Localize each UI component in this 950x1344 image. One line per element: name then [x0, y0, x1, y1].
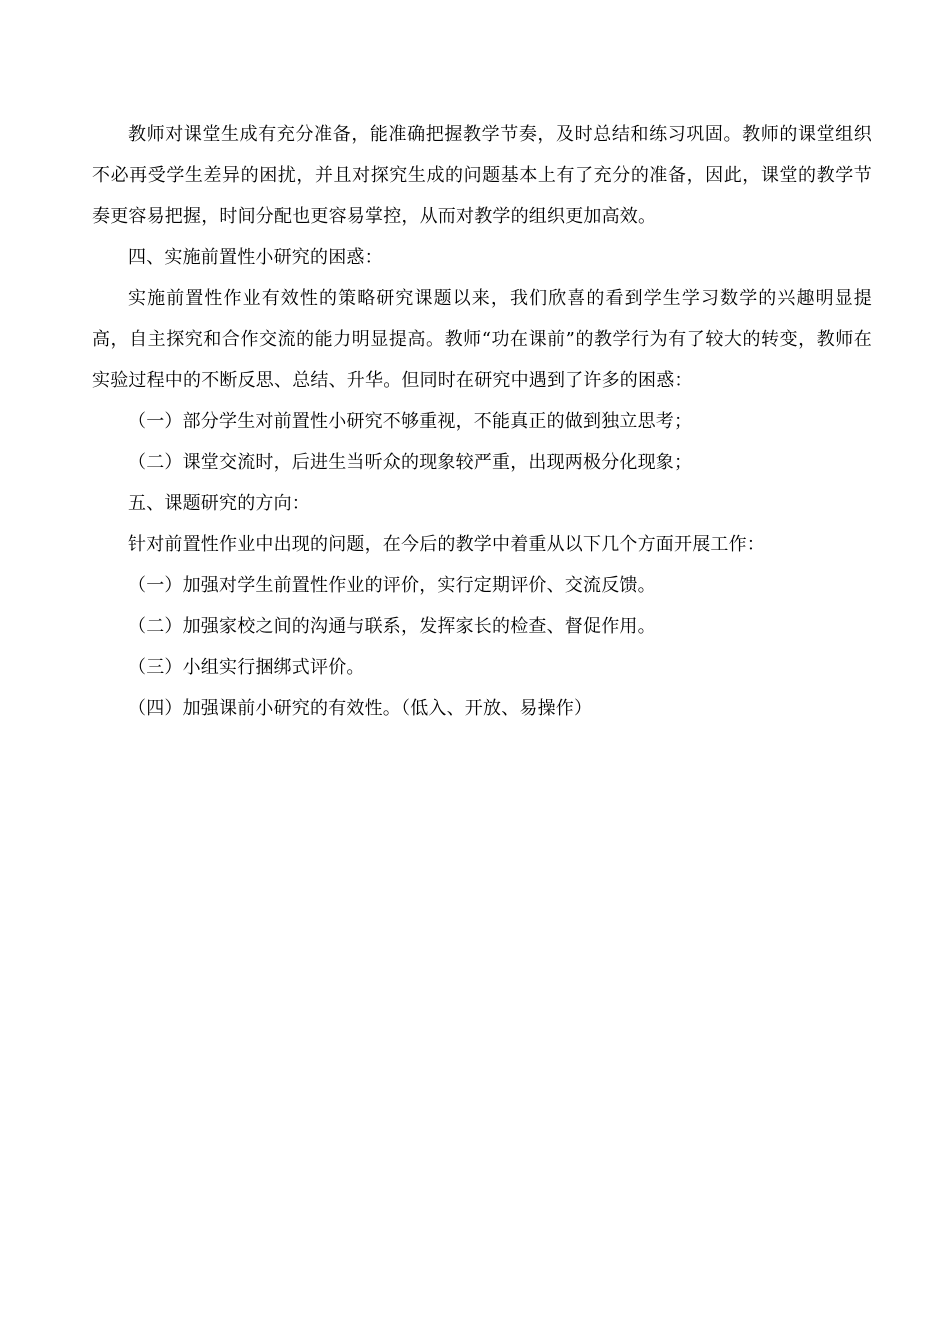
paragraph-teacher-preparation: 教师对课堂生成有充分准备，能准确把握教学节奏，及时总结和练习巩固。教师的课堂组织不必再受学生差异的困扰，并且对探究生成的问题基本上有了充分的准备，因此，课堂的教学节奏更容易把握，时间分配也更容易掌控，从而对教学的组织更加高效。 — [92, 124, 872, 227]
list-item-direction-3: （三）小组实行捆绑式评价。 — [128, 657, 365, 678]
list-item-direction-4: （四）加强课前小研究的有效性。（低入、开放、易操作） — [128, 698, 593, 719]
heading-section-five: 五、课题研究的方向： — [128, 493, 310, 514]
paragraph-research-outcomes: 实施前置性作业有效性的策略研究课题以来，我们欣喜的看到学生学习数学的兴趣明显提高，自主探究和合作交流的能力明显提高。教师“功在课前”的教学行为有了较大的转变，教师在实验过程中的不断反思、总结、升华。但同时在研究中遇到了许多的困惑： — [92, 288, 872, 391]
list-item-direction-1: （一）加强对学生前置性作业的评价，实行定期评价、交流反馈。 — [128, 575, 656, 596]
paragraph-direction-intro: 针对前置性作业中出现的问题，在今后的教学中着重从以下几个方面开展工作： — [128, 534, 765, 555]
list-item-confusion-1: （一）部分学生对前置性小研究不够重视，不能真正的做到独立思考； — [128, 411, 693, 432]
document-body — [92, 114, 872, 729]
list-item-direction-2: （二）加强家校之间的沟通与联系，发挥家长的检查、督促作用。 — [128, 616, 656, 637]
heading-section-four: 四、实施前置性小研究的困惑： — [128, 247, 383, 268]
list-item-confusion-2: （二）课堂交流时，后进生当听众的现象较严重，出现两极分化现象； — [128, 452, 693, 473]
